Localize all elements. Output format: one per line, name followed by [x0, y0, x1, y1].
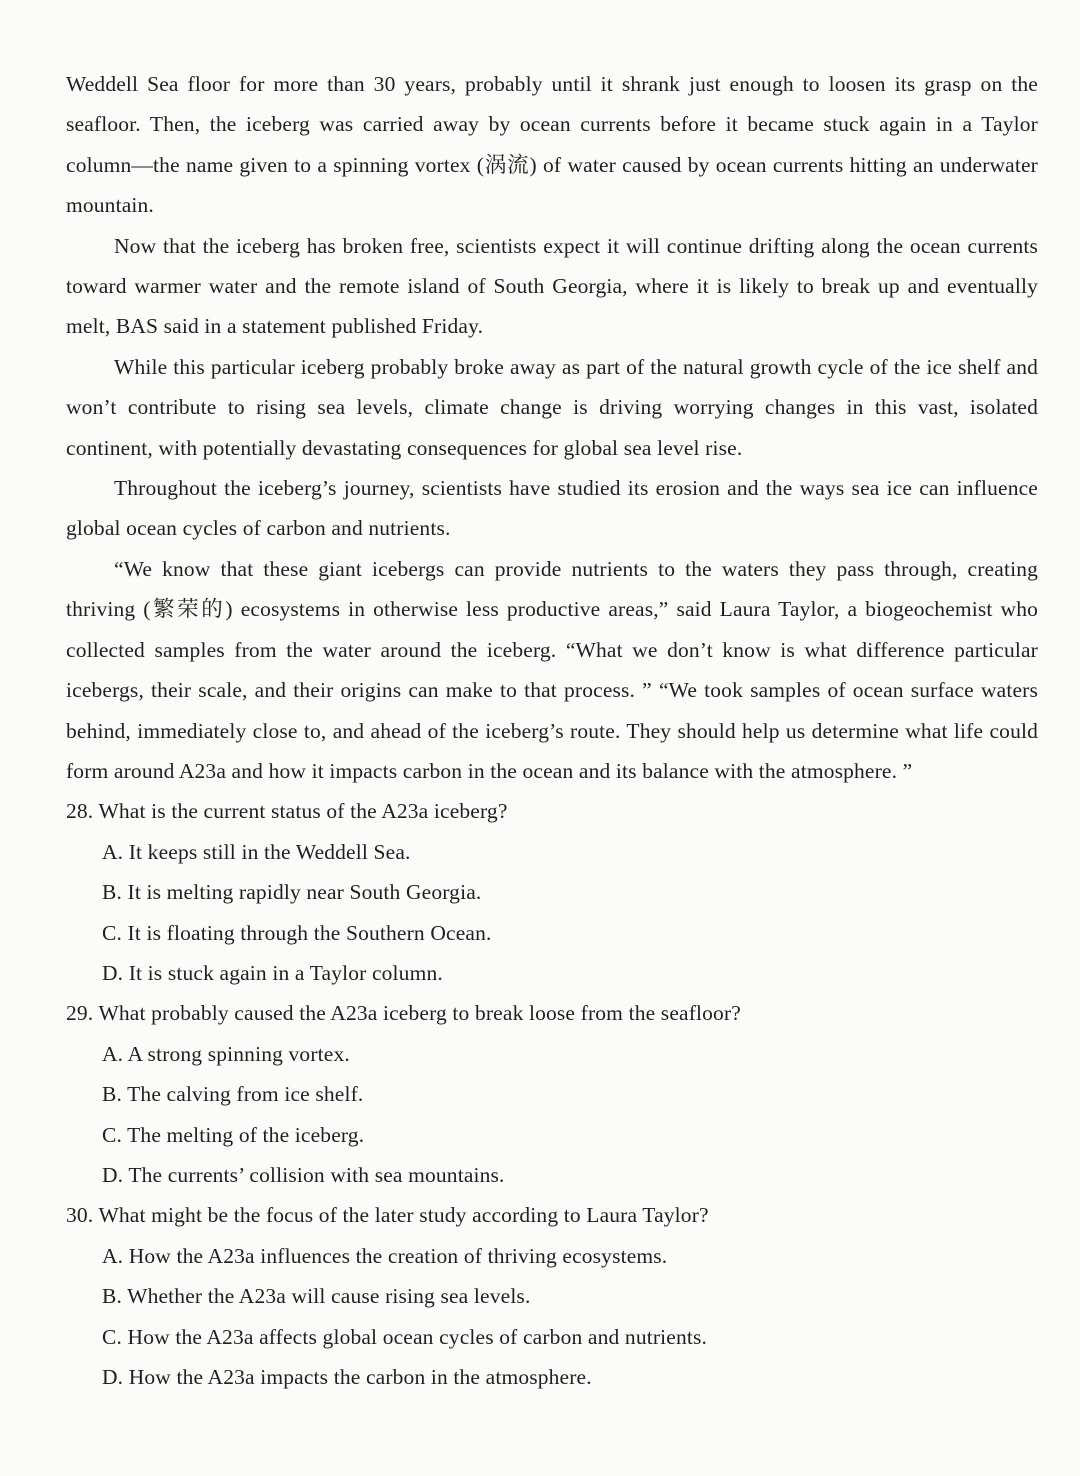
option-a[interactable]: A. A strong spinning vortex. [102, 1041, 350, 1066]
option-d[interactable]: D. The currents’ collision with sea mountains. [102, 1162, 505, 1187]
question-stem [66, 791, 1038, 831]
passage-paragraph-5: “We know that these giant icebergs can provide nutrients to the waters they pass through, creating thriving (繁荣的) ecosystems in otherwise less productive areas,” said Laura Taylor, a biogeochemist who collected samples from the water around the iceberg. “What we don’t know is what difference particular icebergs, their scale, and their origins can make to that process. ” “We took samples of ocean surface waters behind, immediately close to, and ahead of the iceberg’s route. They should help us determine what life could form around A23a and how it impacts carbon in the ocean and its balance with the atmosphere. ” [66, 556, 1038, 783]
passage-paragraph-4: Throughout the iceberg’s journey, scientists have studied its erosion and the ways sea ice can influence global ocean cycles of carbon and nutrients. [66, 476, 1038, 541]
option-a[interactable]: A. It keeps still in the Weddell Sea. [102, 839, 411, 864]
question-text: What might be the focus of the later study according to Laura Taylor? [98, 1203, 709, 1228]
option-b[interactable]: B. The calving from ice shelf. [102, 1082, 364, 1107]
option-d[interactable]: D. It is stuck again in a Taylor column. [102, 960, 443, 985]
question-29 [66, 993, 1038, 1195]
question-number: 29. [66, 1001, 94, 1026]
answer-options [66, 1034, 1038, 1196]
reading-passage [66, 64, 1038, 791]
passage-paragraph-1: Weddell Sea floor for more than 30 years, probably until it shrank just enough to loosen its grasp on the seafloor. Then, the iceberg was carried away by ocean currents before it became stuck again in a Taylor column—the name given to a spinning vortex (涡流) of water caused by ocean currents hitting an underwater mountain. [66, 72, 1038, 218]
question-number: 30. [66, 1203, 94, 1228]
option-a[interactable]: A. How the A23a influences the creation of thriving ecosystems. [102, 1243, 668, 1268]
option-c[interactable]: C. The melting of the iceberg. [102, 1122, 365, 1147]
question-stem [66, 993, 1038, 1033]
option-b[interactable]: B. It is melting rapidly near South Georgia. [102, 880, 482, 905]
question-stem [66, 1195, 1038, 1235]
answer-options [66, 832, 1038, 994]
question-30 [66, 1195, 1038, 1397]
question-number: 28. [66, 799, 94, 824]
option-c[interactable]: C. How the A23a affects global ocean cycles of carbon and nutrients. [102, 1324, 708, 1349]
answer-options [66, 1236, 1038, 1398]
option-d[interactable]: D. How the A23a impacts the carbon in the atmosphere. [102, 1365, 592, 1389]
question-text: What is the current status of the A23a iceberg? [98, 799, 508, 824]
question-28 [66, 791, 1038, 993]
question-text: What probably caused the A23a iceberg to break loose from the seafloor? [98, 1001, 741, 1026]
passage-paragraph-2: Now that the iceberg has broken free, scientists expect it will continue drifting along the ocean currents toward warmer water and the remote island of South Georgia, where it is likely to break up and eventually melt, BAS said in a statement published Friday. [66, 233, 1038, 339]
option-b[interactable]: B. Whether the A23a will cause rising sea levels. [102, 1284, 531, 1309]
passage-paragraph-3: While this particular iceberg probably broke away as part of the natural growth cycle of the ice shelf and won’t contribute to rising sea levels, climate change is driving worrying changes in this vast, isolated continent, with potentially devastating consequences for global sea level rise. [66, 354, 1038, 460]
option-c[interactable]: C. It is floating through the Southern Ocean. [102, 920, 492, 945]
